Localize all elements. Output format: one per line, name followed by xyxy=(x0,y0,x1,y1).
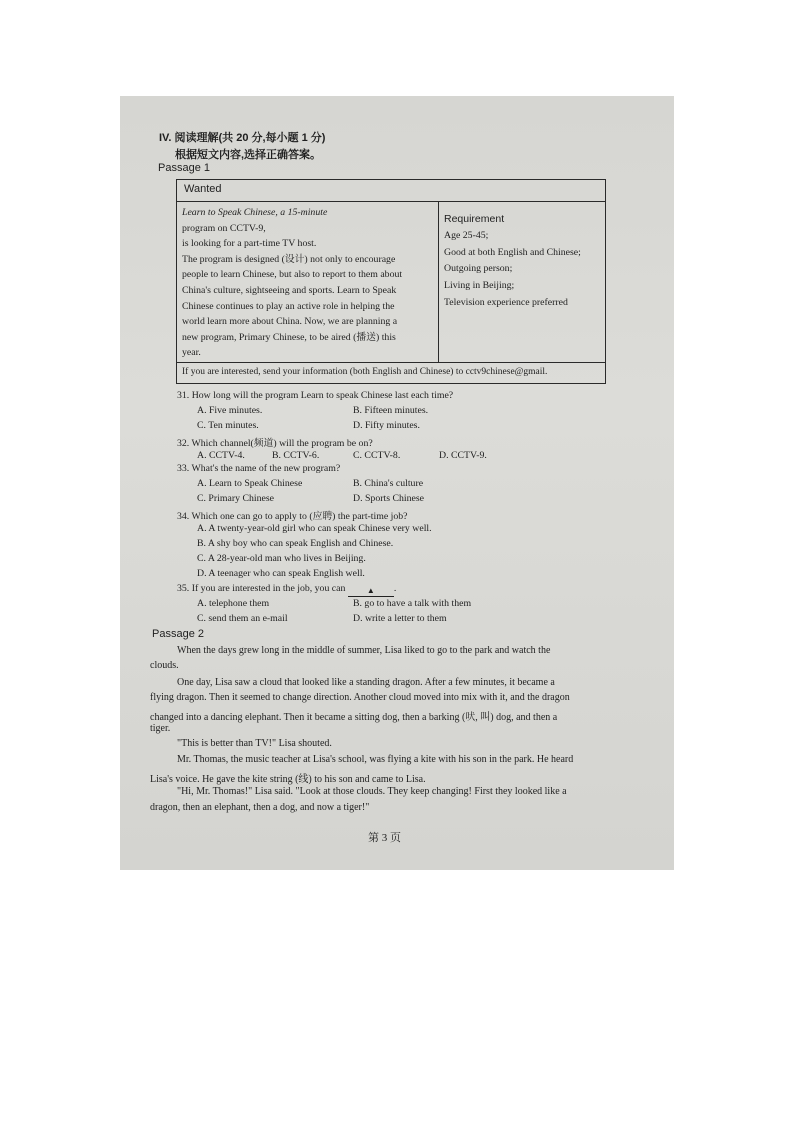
passage2-line: tiger. xyxy=(150,723,171,734)
ad-line: world learn more about China. Now, we are planning a xyxy=(182,316,398,328)
passage2-line: When the days grew long in the middle of summer, Lisa liked to go to the park and watch the xyxy=(177,645,551,656)
question-35-stem: 35. If you are interested in the job, you can xyxy=(177,583,346,594)
ad-footer xyxy=(177,362,605,384)
q32-option-b: B. CCTV-6. xyxy=(272,450,320,461)
passage2-line: "Hi, Mr. Thomas!" Lisa said. "Look at those clouds. They keep changing! First they looked like a xyxy=(177,786,567,797)
requirement-item: Television experience preferred xyxy=(444,296,568,308)
section-heading: IV. 阅读理解(共 20 分,每小题 1 分) xyxy=(159,132,326,144)
passage2-line: changed into a dancing elephant. Then it became a sitting dog, then a barking (吠, 叫) dog, and then a xyxy=(150,712,558,723)
question-33-stem: 33. What's the name of the new program? xyxy=(177,463,341,474)
question-32-stem: 32. Which channel(频道) will the program be on? xyxy=(177,438,373,449)
wanted-ad-table xyxy=(176,179,606,384)
q32-option-a: A. CCTV-4. xyxy=(197,450,245,461)
q35-option-a: A. telephone them xyxy=(197,598,270,609)
ad-line: program on CCTV-9, xyxy=(182,222,266,234)
q32-option-d: D. CCTV-9. xyxy=(439,450,487,461)
passage2-line: One day, Lisa saw a cloud that looked like a standing dragon. After a few minutes, it became a xyxy=(177,677,555,688)
q31-option-c: C. Ten minutes. xyxy=(197,420,259,431)
ad-header-text: Wanted xyxy=(184,183,222,195)
ad-line: people to learn Chinese, but also to report to them about xyxy=(182,269,403,281)
answer-blank xyxy=(348,586,394,597)
q35-option-d: D. write a letter to them xyxy=(353,613,447,624)
requirement-item: Age 25-45; xyxy=(444,229,489,241)
section-instruction: 根据短文内容,选择正确答案。 xyxy=(175,149,322,161)
q31-option-a: A. Five minutes. xyxy=(197,405,263,416)
q33-option-a: A. Learn to Speak Chinese xyxy=(197,478,303,489)
passage2-line: clouds. xyxy=(150,660,179,671)
q33-option-c: C. Primary Chinese xyxy=(197,493,275,504)
passage2-line: "This is better than TV!" Lisa shouted. xyxy=(177,738,332,749)
ad-line: Learn to Speak Chinese, a 15-minute xyxy=(182,207,328,218)
question-31-stem: 31. How long will the program Learn to speak Chinese last each time? xyxy=(177,390,454,401)
ad-header xyxy=(177,180,605,202)
passage2-line: flying dragon. Then it seemed to change direction. Another cloud moved into mix with it, and the dragon xyxy=(150,692,570,703)
passage1-label: Passage 1 xyxy=(158,162,210,174)
page-number: 第 3 页 xyxy=(368,832,401,844)
ad-footer-text: If you are interested, send your information (both English and Chinese) to cctv9chinese@gmail. xyxy=(182,367,548,377)
scanned-page xyxy=(120,96,674,870)
requirement-title: Requirement xyxy=(444,213,505,225)
ad-line: China's culture, sightseeing and sports. Learn to Speak xyxy=(182,284,397,296)
q33-option-b: B. China's culture xyxy=(353,478,424,489)
ad-description xyxy=(177,201,439,362)
blank-triangle-icon: ▲ xyxy=(366,586,375,595)
q33-option-d: D. Sports Chinese xyxy=(353,493,425,504)
question-35: 35. If you are interested in the job, you can ▲ . xyxy=(177,583,397,595)
ad-line: Chinese continues to play an active role in helping the xyxy=(182,300,395,312)
requirement-item: Outgoing person; xyxy=(444,263,513,275)
passage2-line: Mr. Thomas, the music teacher at Lisa's school, was flying a kite with his son in the park. He heard xyxy=(177,754,574,765)
passage2-line: dragon, then an elephant, then a dog, and now a tiger!" xyxy=(150,802,370,813)
q34-option-c: C. A 28-year-old man who lives in Beijing. xyxy=(197,553,366,564)
ad-line: is looking for a part-time TV host. xyxy=(182,238,317,250)
ad-line: The program is designed (设计) not only to encourage xyxy=(182,253,396,265)
q31-option-d: D. Fifty minutes. xyxy=(353,420,420,431)
q31-option-b: B. Fifteen minutes. xyxy=(353,405,429,416)
passage2-label: Passage 2 xyxy=(152,628,204,640)
q34-option-b: B. A shy boy who can speak English and Chinese. xyxy=(197,538,394,549)
q34-option-a: A. A twenty-year-old girl who can speak Chinese very well. xyxy=(197,523,432,534)
ad-line: new program, Primary Chinese, to be aired (播送) this xyxy=(182,331,396,343)
q34-option-d: D. A teenager who can speak English well. xyxy=(197,568,365,579)
requirement-item: Living in Beijing; xyxy=(444,280,515,292)
requirement-item: Good at both English and Chinese; xyxy=(444,246,581,258)
q35-option-b: B. go to have a talk with them xyxy=(353,598,472,609)
ad-requirements xyxy=(439,201,605,362)
passage2-line: Lisa's voice. He gave the kite string (线) to his son and came to Lisa. xyxy=(150,774,426,785)
question-34-stem: 34. Which one can go to apply to (应聘) the part-time job? xyxy=(177,511,408,522)
q35-option-c: C. send them an e-mail xyxy=(197,613,288,624)
q32-option-c: C. CCTV-8. xyxy=(353,450,401,461)
ad-line: year. xyxy=(182,347,201,359)
